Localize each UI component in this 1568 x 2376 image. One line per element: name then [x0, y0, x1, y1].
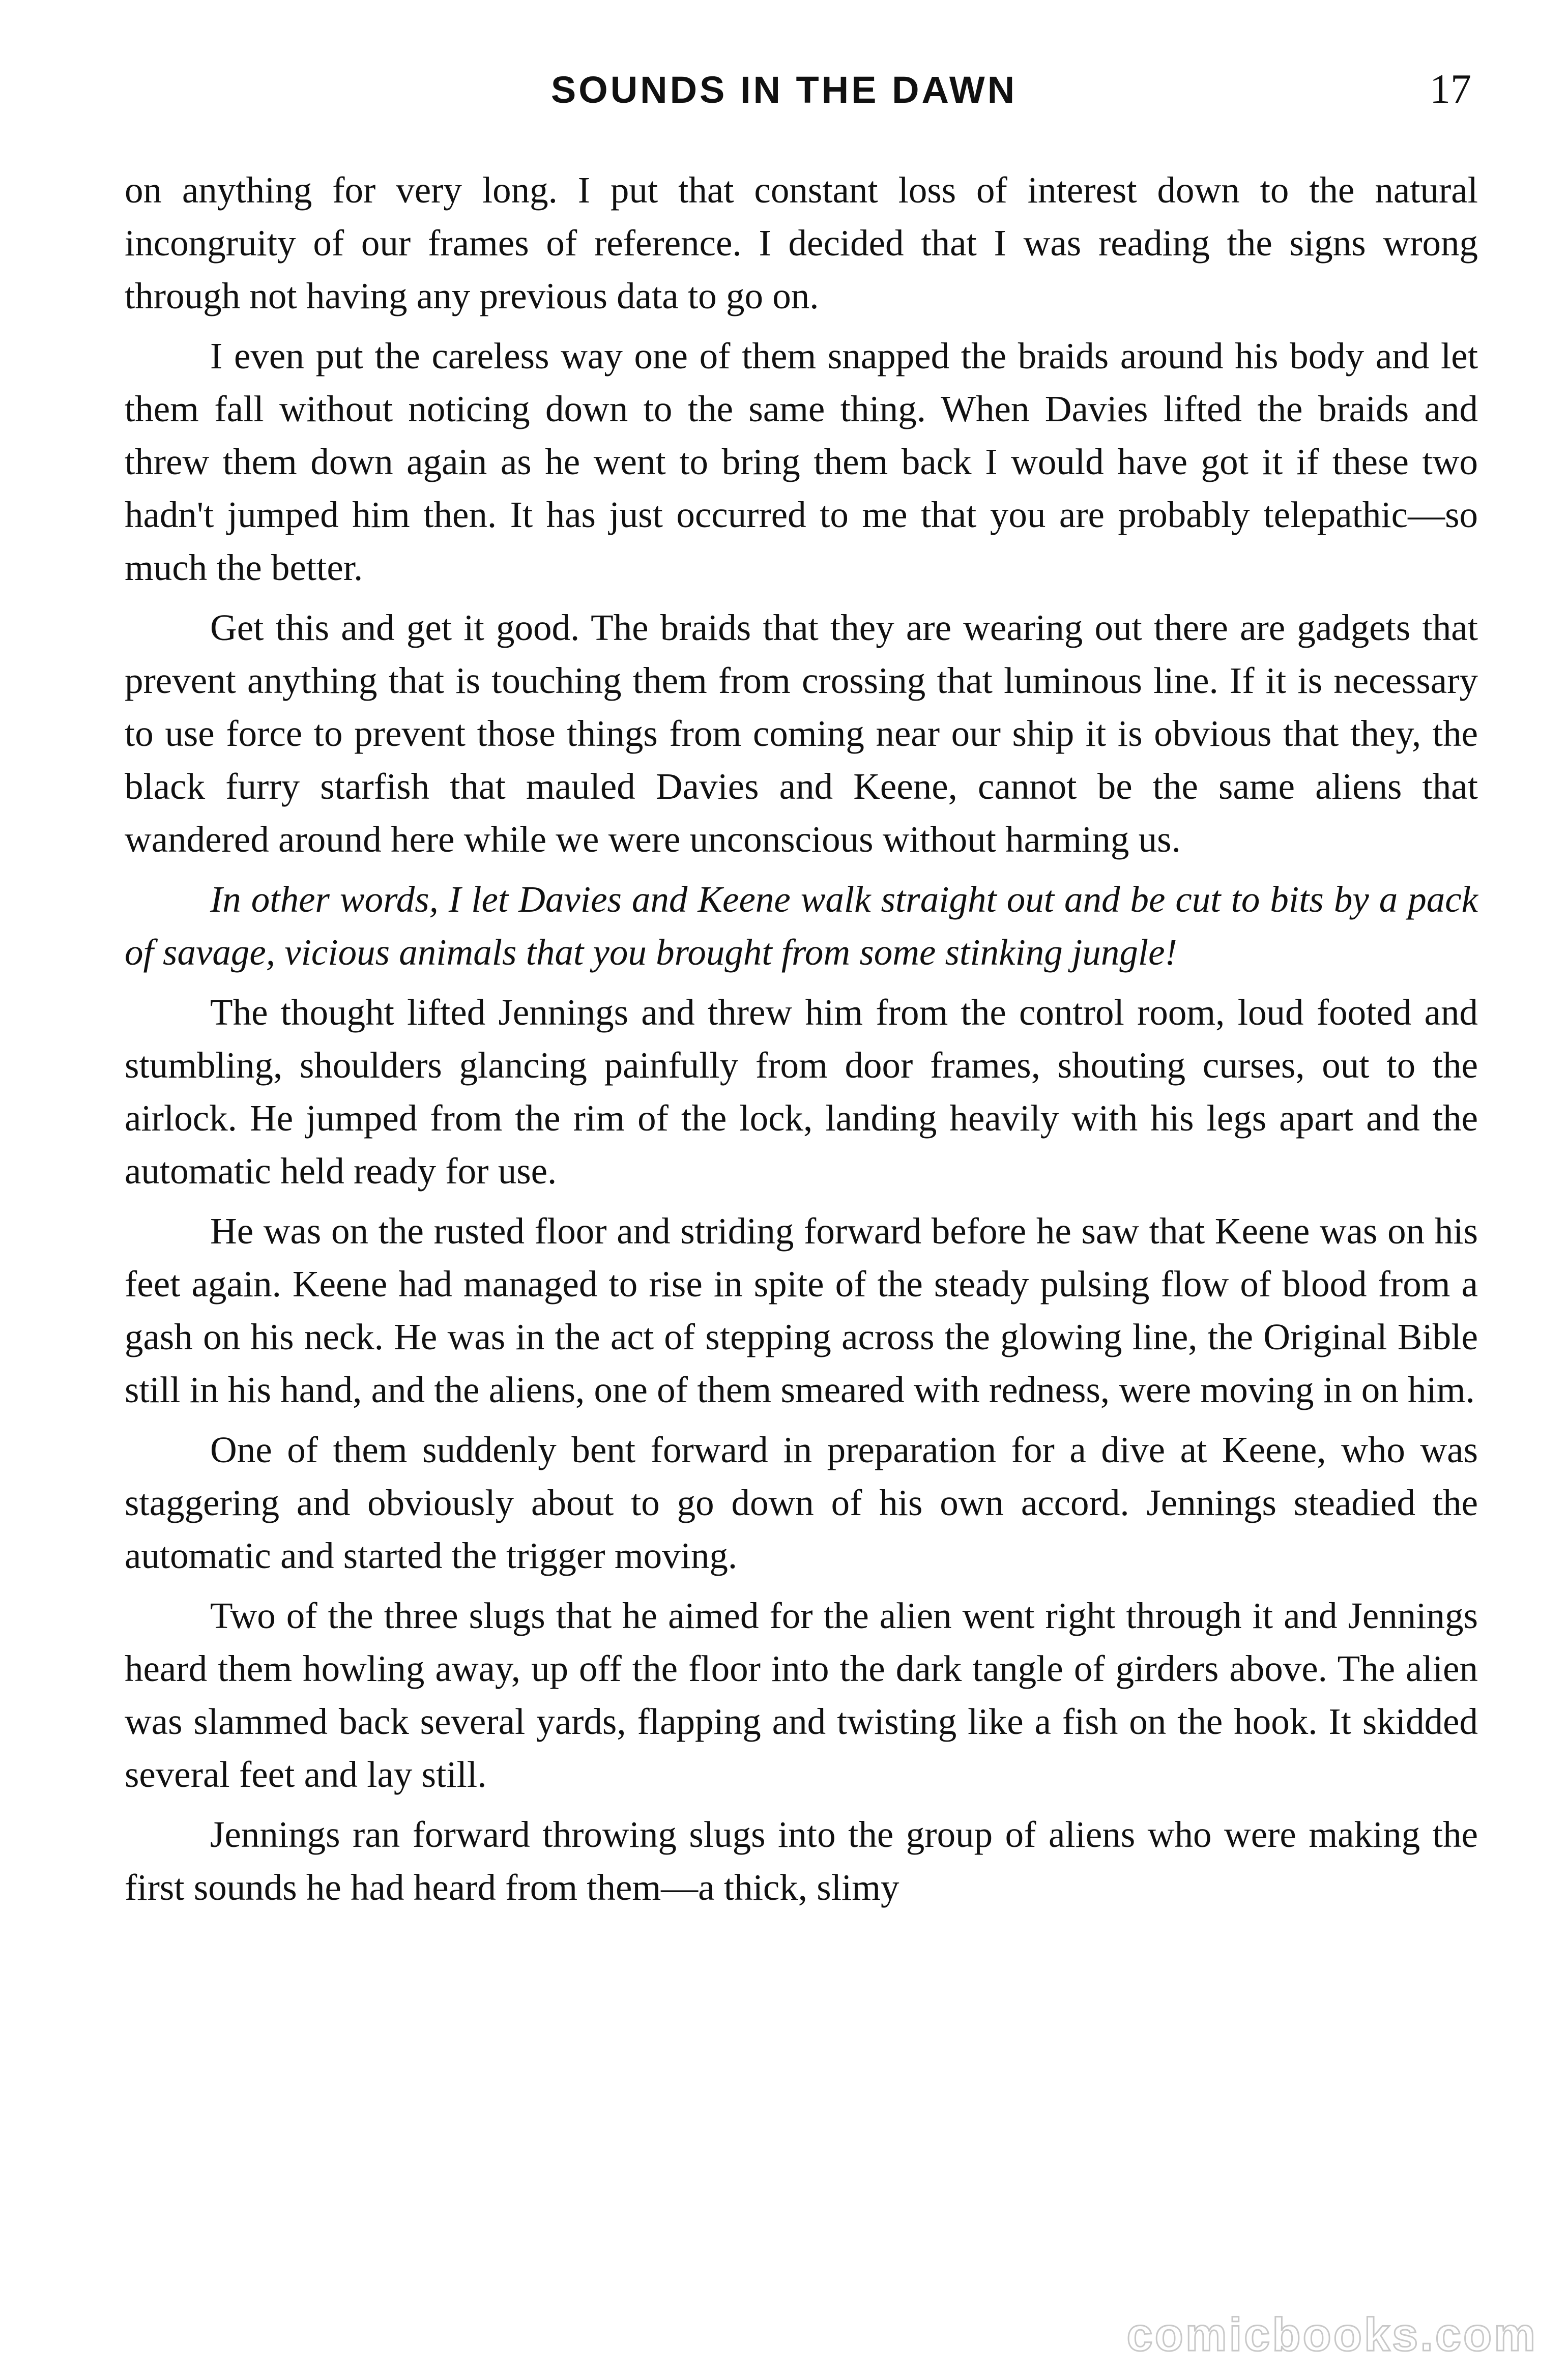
running-head: [0, 61, 1568, 117]
page-number: 17: [1430, 66, 1471, 112]
paragraph: Two of the three slugs that he aimed for the alien went right through it and Jennings heard them howling away, up off the floor into the dark tangle of girders above. The alien was slammed back several yards, flapping and twisting like a fish on the hook. It skidded several feet and lay still.: [125, 1595, 1478, 1795]
paragraph-continued: on anything for very long. I put that constant loss of interest down to the natural incongruity of our frames of reference. I decided that I was reading the signs wrong through not having any previous data to go on.: [125, 169, 1478, 316]
paragraph-italic-thought: In other words, I let Davies and Keene walk straight out and be cut to bits by a pack of savage, vicious animals that you brought from some stinking jungle!: [125, 879, 1478, 973]
running-title: SOUNDS IN THE DAWN: [550, 69, 1018, 111]
body-text: [125, 164, 1478, 1914]
paragraph: He was on the rusted floor and striding forward before he saw that Keene was on his feet again. Keene had managed to rise in spite of the steady pulsing flow of blood from a gash on his neck. He was in the act of stepping across the glowing line, the Original Bible still in his hand, and the aliens, one of them smeared with redness, were moving in on him.: [125, 1210, 1478, 1410]
paragraph: One of them suddenly bent forward in preparation for a dive at Keene, who was staggering and obviously about to go down of his own accord. Jennings steadied the automatic and started the trigger moving.: [125, 1429, 1478, 1576]
watermark-logo: comicbooks.com: [1126, 2309, 1537, 2361]
paragraph: Get this and get it good. The braids that they are wearing out there are gadgets that prevent anything that is touching them from crossing that luminous line. If it is necessary to use force to prevent those things from coming near our ship it is obvious that they, the black furry starfish that mauled Davies and Keene, cannot be the same aliens that wandered around here while we were unconscious without harming us.: [125, 607, 1478, 860]
paragraph: Jennings ran forward throwing slugs into the group of aliens who were making the first sounds he had heard from them—a thick, slimy: [125, 1814, 1478, 1908]
paragraph: I even put the careless way one of them snapped the braids around his body and let them fall without noticing down to the same thing. When Davies lifted the braids and threw them down again as he went to bring them back I would have got it if these two hadn't jumped him then. It has just occurred to me that you are probably telepathic—so much the better.: [125, 335, 1478, 588]
paragraph: The thought lifted Jennings and threw him from the control room, loud footed and stumbling, shoulders glancing painfully from door frames, shouting curses, out to the airlock. He jumped from the rim of the lock, landing heavily with his legs apart and the automatic held ready for use.: [125, 992, 1478, 1192]
